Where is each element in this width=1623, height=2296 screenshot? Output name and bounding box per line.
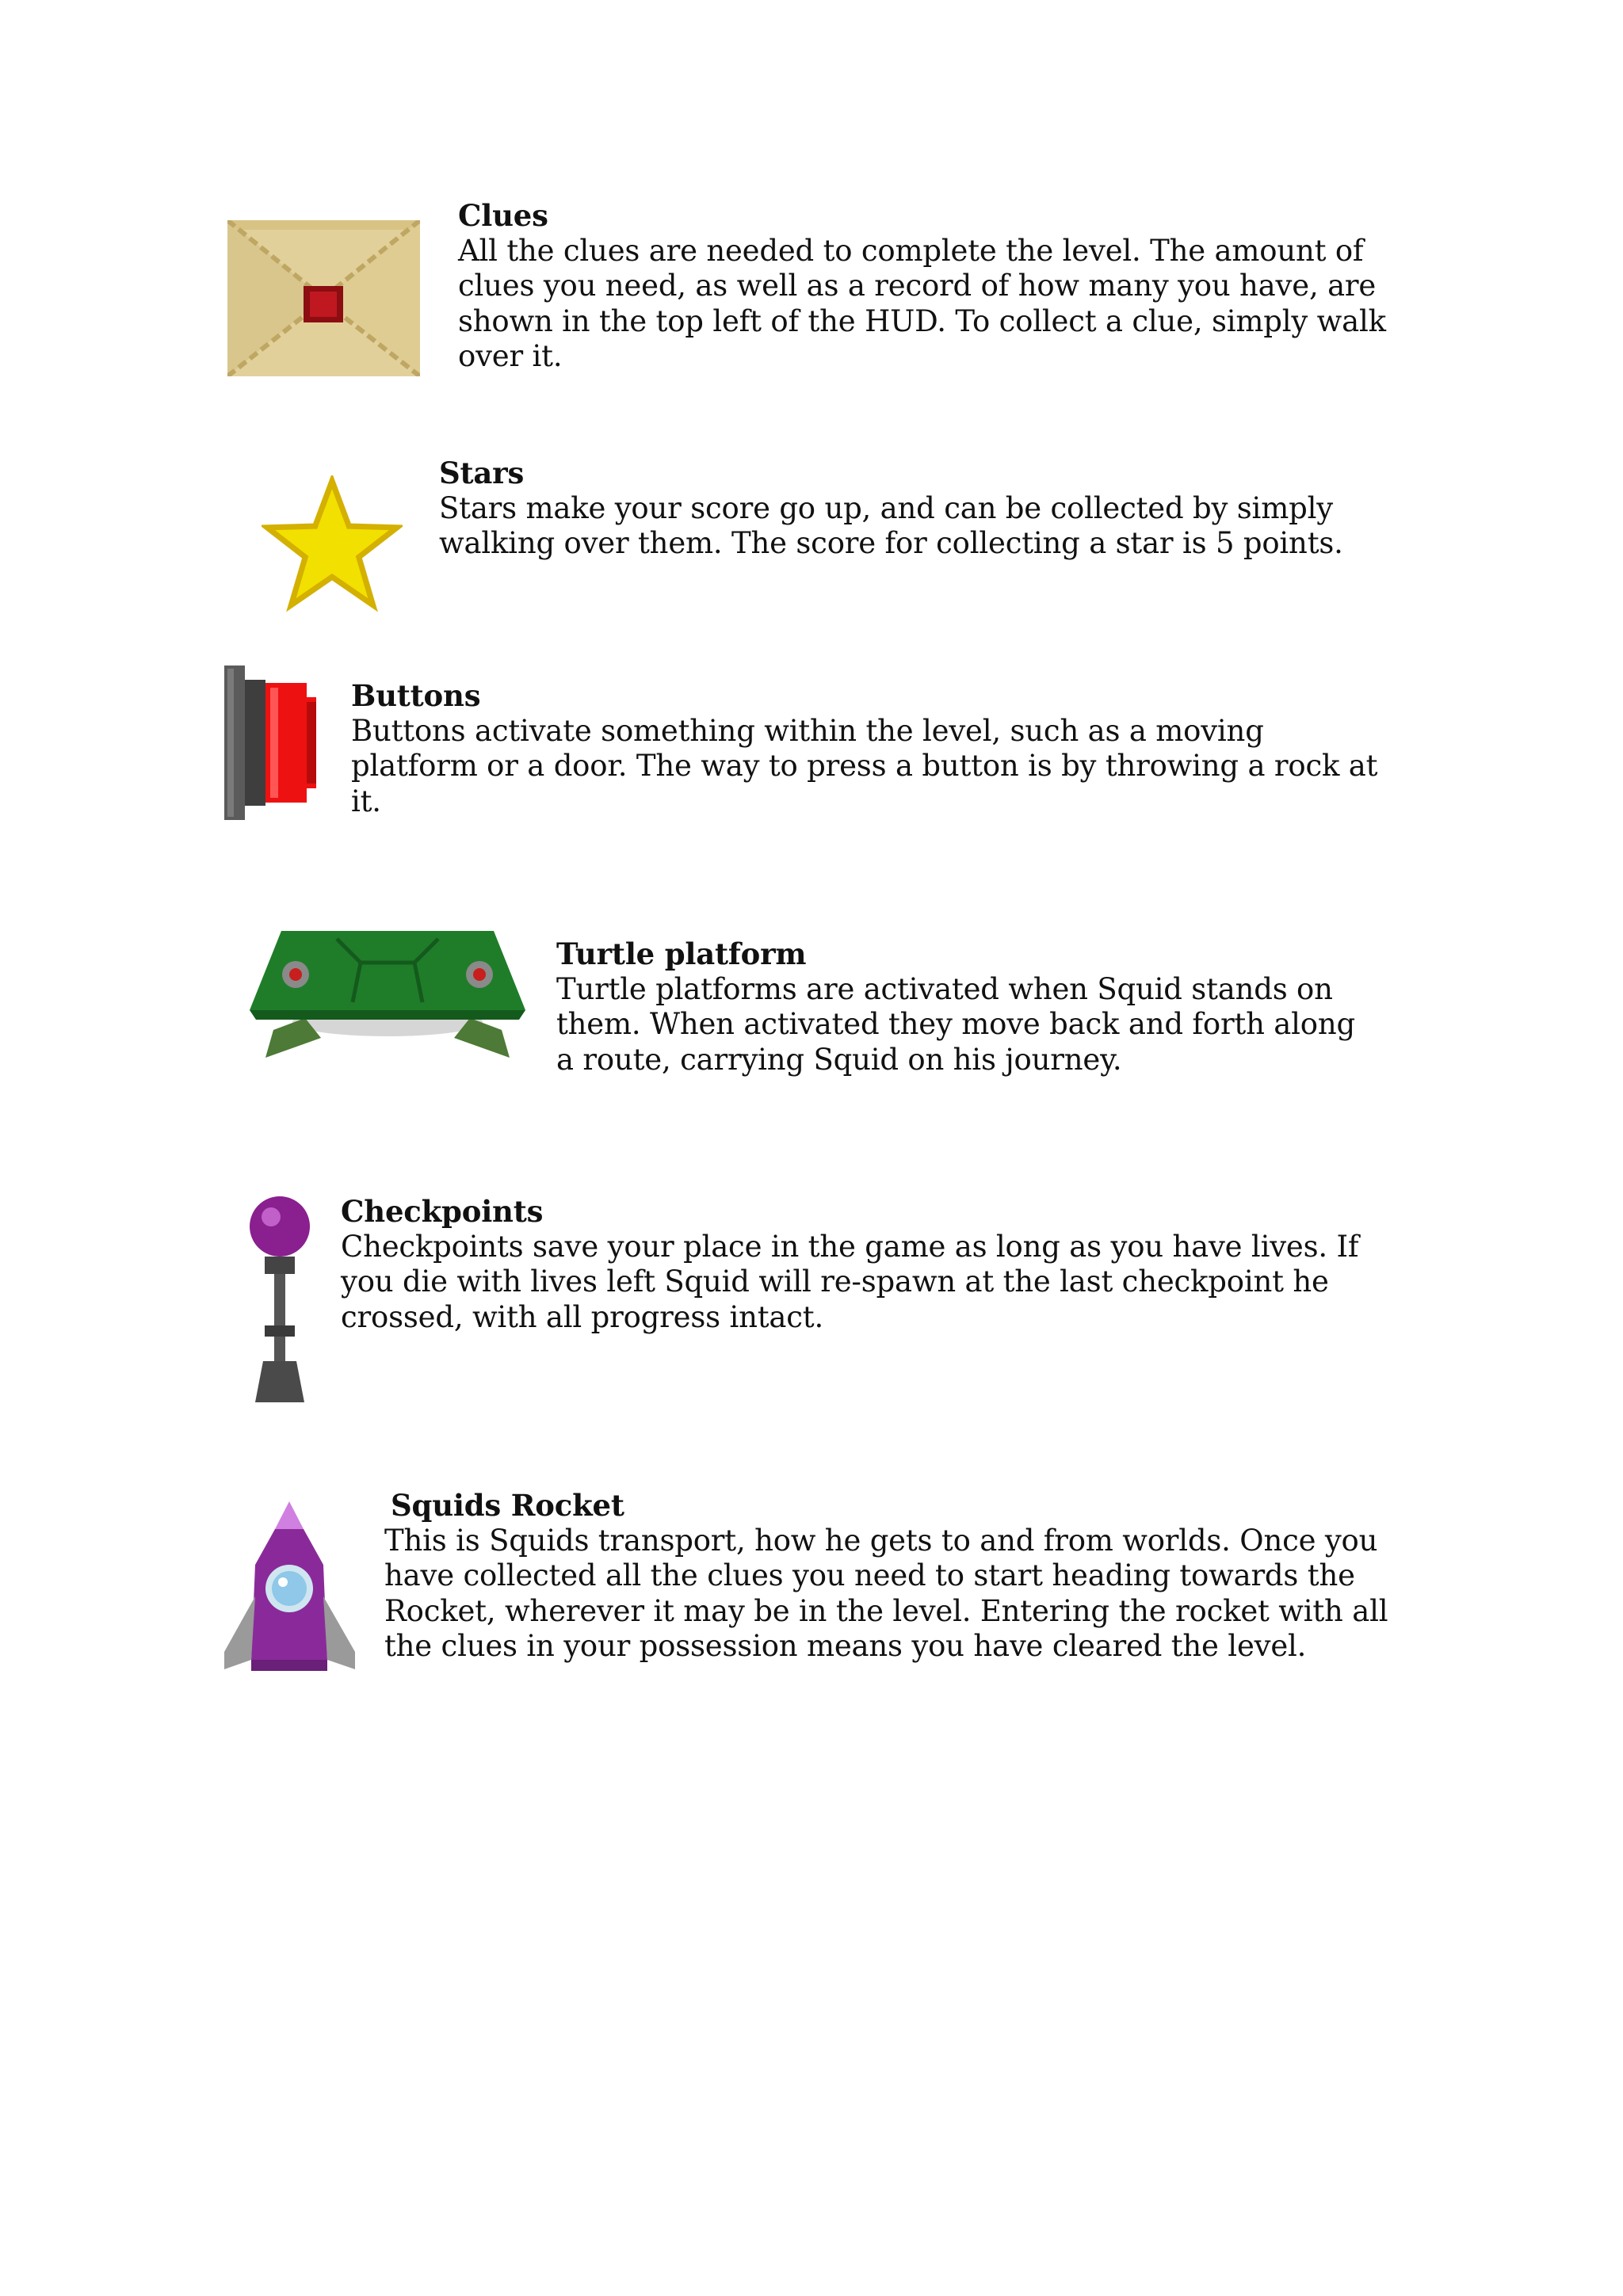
clues-title: Clues (458, 198, 548, 233)
checkpoints-text (341, 1194, 1403, 1335)
turtle-platform-title: Turtle platform (556, 936, 807, 971)
red-button-icon (224, 666, 319, 820)
envelope-icon (227, 220, 420, 376)
stars-text (439, 456, 1398, 562)
checkpoints-title: Checkpoints (341, 1194, 544, 1229)
squids-rocket-description: This is Squids transport, how he gets to and from worlds. Once you have collected all the clues you need to start heading towards the Rocket, wherever it may be in the level. Entering the rocket with all the clues in your possession means you have cleared the level. (384, 1523, 1388, 1663)
turtle-icon (250, 931, 525, 1062)
checkpoint-icon (247, 1195, 312, 1402)
turtle-platform-description: Turtle platforms are activated when Squid stands on them. When activated they move back and forth along a route, carrying Squid on his journey. (556, 971, 1355, 1077)
clues-text (458, 198, 1393, 375)
squids-rocket-text (384, 1488, 1407, 1665)
checkpoints-description: Checkpoints save your place in the game as long as you have lives. If you die with lives left Squid will re-spawn at the last checkpoint he crossed, with all progress intact. (341, 1229, 1359, 1334)
star-icon (262, 475, 403, 616)
squids-rocket-title: Squids Rocket (391, 1488, 624, 1523)
buttons-text (351, 678, 1397, 819)
clues-description: All the clues are needed to complete the level. The amount of clues you need, as well as a record of how many you have, are shown in the top left of the HUD. To collect a clue, simply walk over it. (458, 233, 1386, 373)
turtle-platform-text (556, 936, 1357, 1077)
stars-description: Stars make your score go up, and can be collected by simply walking over them. The score for collecting a star is 5 points. (439, 490, 1343, 560)
buttons-title: Buttons (351, 678, 481, 713)
stars-title: Stars (439, 456, 525, 490)
buttons-description: Buttons activate something within the level, such as a moving platform or a door. The way to press a button is by throwing a rock at it. (351, 713, 1378, 818)
rocket-icon (224, 1501, 355, 1680)
